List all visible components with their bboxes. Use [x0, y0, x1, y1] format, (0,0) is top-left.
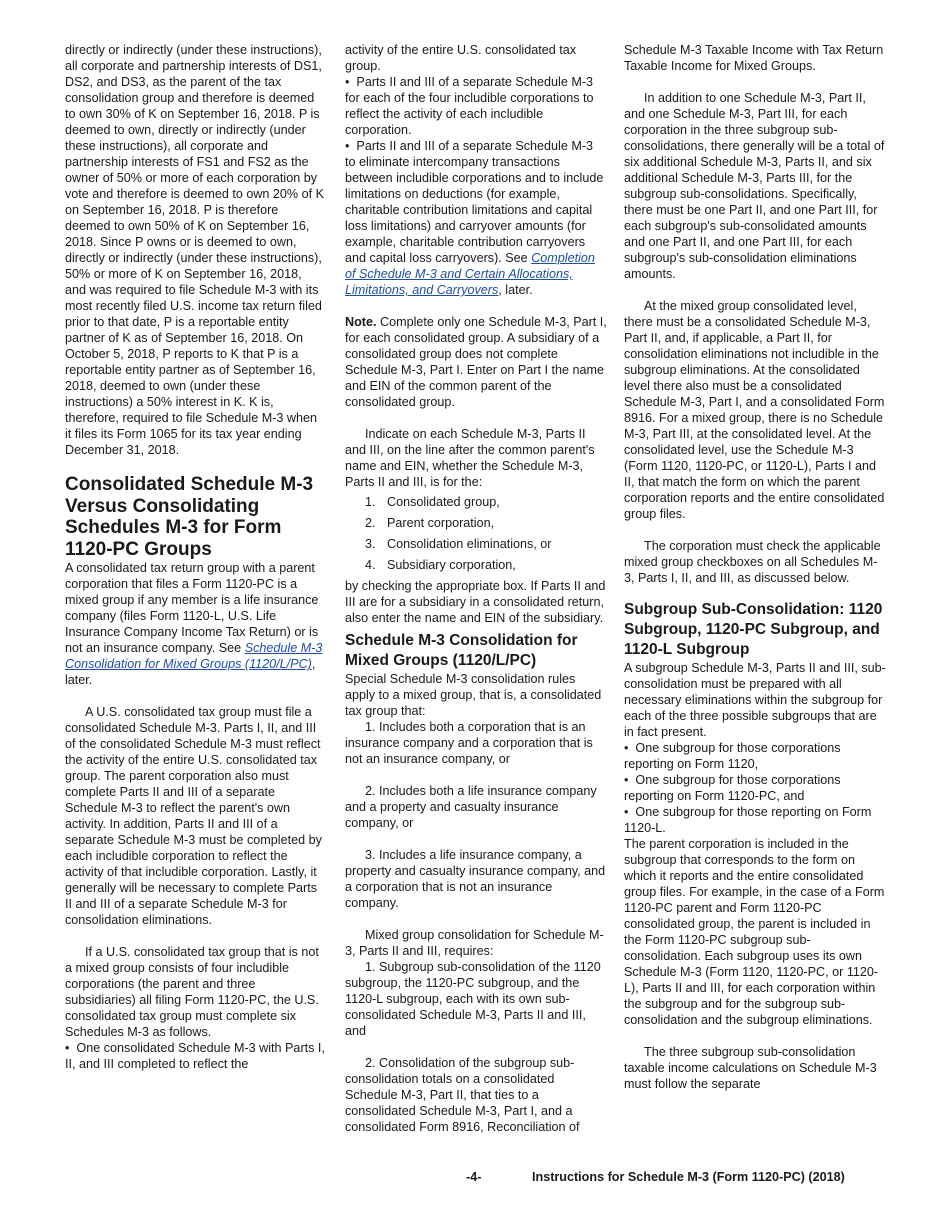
paragraph — [65, 560, 325, 688]
numbered-paragraph: 1. Includes both a corporation that is an insurance company and a corporation that is not an insurance company, or — [345, 720, 593, 766]
list-text: Consolidated group, — [387, 495, 500, 509]
bullet-item: • One subgroup for those corporations reporting on Form 1120-PC, and — [624, 772, 886, 804]
text: , later. — [65, 657, 316, 688]
paragraph: The corporation must check the applicable mixed group checkboxes on all Schedules M-3, Parts I, II, and III, as discussed below. — [624, 539, 881, 585]
list-item — [365, 536, 607, 552]
paragraph: The three subgroup sub-consolidation taxable income calculations on Schedule M-3 must follow the separate — [624, 1045, 877, 1091]
section-heading: Subgroup Sub-Consolidation: 1120 Subgroup, 1120-PC Subgroup, and 1120-L Subgroup — [624, 601, 883, 658]
paragraph: A U.S. consolidated tax group must file a consolidated Schedule M-3. Parts I, II, and III of the consolidated Schedule M-3 must reflect the activity of the entire U.S. consolidated tax group. The parent corporation also must complete Parts II and III of a separate Schedule M-3 to reflect the parent's own activity. In addition, Parts II and III of a separate Schedule M-3 must be completed by each includible corporation to reflect the activity of that includible corporation. Lastly, it generally will be necessary to complete Parts II and III of a separate Schedule M-3 for consolidation eliminations. — [65, 705, 322, 928]
text: , later. — [498, 283, 533, 297]
list-number: 2. — [365, 516, 376, 530]
text: A consolidated tax return group with a parent corporation that files a Form 1120-PC is a mixed group if any member is a life insurance company (files Form 1120-L, U.S. Life Insurance Company Income Tax Return) or is not an insurance company. See — [65, 561, 319, 656]
list-number: 1. — [365, 495, 376, 509]
numbered-paragraph: 2. Consolidation of the subgroup sub-consolidation totals on a consolidated Schedule M-3, Part II, that ties to a consolidated Schedule M-3, Part I, and a consolidated Form 8916, Reconciliation of — [345, 1056, 580, 1134]
page-number: -4- — [466, 1170, 482, 1184]
list-text: Parent corporation, — [387, 516, 495, 530]
column-1 — [65, 42, 325, 1072]
paragraph: At the mixed group consolidated level, there must be a consolidated Schedule M-3, Part II, and, if applicable, a Part II, for consolidation eliminations not includible in the subgroup eliminations. At the consolidated level there also must be a consolidated Schedule M-3, Part I, and a consolidated Form 8916. For a mixed group, there is no Schedule M-3, Part III, at the consolidated level. At the consolidated level, use the Schedule M-3 (Form 1120, 1120-PC, or 1120-L), Parts I and II, that match the form on which the parent corporation reports and the entire consolidated group files. — [624, 299, 885, 521]
text: Parts II and III of a separate Schedule M-3 to eliminate intercompany transactions between includible corporations and to include limitations on deductions (for example, charitable contribution limitations and capital loss limitations) and carryover amounts (for example, charitable contribution carryovers and capital loss carryovers). See — [345, 139, 604, 265]
section-heading: Schedule M-3 Consolidation for Mixed Groups (1120/L/PC) — [345, 632, 578, 669]
section-heading: Consolidated Schedule M-3 Versus Consolidating Schedules M-3 for Form 1120-PC Groups — [65, 474, 314, 560]
numbered-paragraph: 2. Includes both a life insurance company and a property and casualty insurance company, or — [345, 784, 597, 830]
paragraph: directly or indirectly (under these instructions), all corporate and partnership interests of DS1, DS2, and DS3, as the parent of the tax consolidation group and therefore is deemed to own 30% of K on September 16, 2018. P is deemed to own, directly or indirectly (under these instructions), all corporate and partnership interests of FS1 and FS2 as the owner of 50% or more of each corporation by vote and therefore is deemed to own 20% of K on September 16, 2018. P is therefore deemed to own 50% of K on September 16, 2018. Since P owns or is deemed to own, directly or indirectly (under these instructions), 50% or more of K on September 16, 2018, and was required to file Schedule M-3 with its most recently filed U.S. income tax return filed prior to that date, P is a reportable entity partner of K as of September 16, 2018. On October 5, 2018, P reports to K that P is a reportable entity partner as of September 16, 2018, deemed to own (under these instructions) a 50% interest in K. K is, therefore, required to file Schedule M-3 when it files its Form 1065 for its tax year ending December 31, 2018. — [65, 43, 325, 457]
column-3 — [624, 42, 886, 1092]
numbered-paragraph: 1. Subgroup sub-consolidation of the 1120 subgroup, the 1120-PC subgroup, and the 1120-L subgroup, each with its own sub-consolidated Schedule M-3, Parts II and III, and — [345, 960, 601, 1038]
cross-reference-link[interactable]: Schedule M-3 Consolidation for Mixed Groups (1120/L/PC) — [65, 641, 323, 672]
paragraph: Schedule M-3 Taxable Income with Tax Return Taxable Income for Mixed Groups. — [624, 43, 884, 73]
note-paragraph — [345, 314, 607, 410]
numbered-paragraph: 3. Includes a life insurance company, a property and casualty insurance company, and a corporation that is not an insurance company. — [345, 848, 606, 910]
bullet-item — [345, 138, 607, 298]
cross-reference-link[interactable]: Completion of Schedule M-3 and Certain Allocations, Limitations, and Carryovers — [345, 251, 595, 297]
bullet-item: • One subgroup for those reporting on Form 1120-L. — [624, 804, 886, 836]
numbered-list — [345, 494, 607, 573]
list-item — [365, 557, 607, 573]
paragraph: In addition to one Schedule M-3, Part II, and one Schedule M-3, Part III, for each corporation in the three subgroup sub-consolidations, there generally will be a total of six additional Schedule M-3, Parts II, and six additional Schedule M-3, Parts III, for the subgroup sub-consolidations. Specifically, there must be one Part II, and one Part III, for each subgroup's sub-consolidated amounts and one Part II, and one Part III, for each subgroup's sub-consolidation eliminations amounts. — [624, 91, 885, 281]
text: Complete only one Schedule M-3, Part I, for each consolidated group. A subsidiary of a consolidated group does not complete Schedule M-3, Part I. Enter on Part I the name and EIN of the common parent of the consolidated group. — [345, 315, 607, 409]
note-label: Note. — [345, 315, 377, 329]
list-item — [365, 515, 607, 531]
paragraph: activity of the entire U.S. consolidated tax group. — [345, 43, 577, 73]
list-text: Consolidation eliminations, or — [387, 537, 552, 551]
list-text: Subsidiary corporation, — [387, 558, 516, 572]
paragraph: A subgroup Schedule M-3, Parts II and III, sub-consolidation must be prepared with all necessary eliminations within the subgroup for each of the three possible subgroups that are in fact present. — [624, 661, 886, 739]
paragraph: If a U.S. consolidated tax group that is not a mixed group consists of four includible corporations (the parent and three subsidiaries) all filing Form 1120-PC, the U.S. consolidated tax group must complete six Schedules M-3 as follows. — [65, 945, 319, 1040]
list-item — [365, 494, 607, 510]
column-2 — [345, 42, 607, 1135]
bullet-item: • Parts II and III of a separate Schedule M-3 for each of the four includible corporations to reflect the activity of each includible corporation. — [345, 74, 607, 138]
paragraph: Mixed group consolidation for Schedule M-3, Parts II and III, requires: — [345, 928, 604, 958]
list-number: 3. — [365, 537, 376, 551]
bullet-item: • One consolidated Schedule M-3 with Parts I, II, and III completed to reflect the — [65, 1040, 325, 1072]
list-number: 4. — [365, 558, 376, 572]
paragraph: Indicate on each Schedule M-3, Parts II and III, on the line after the common parent's name and EIN, whether the Schedule M-3, Parts II and III, is for the: — [345, 427, 595, 489]
document-title: Instructions for Schedule M-3 (Form 1120-PC) (2018) — [532, 1170, 845, 1184]
paragraph: The parent corporation is included in the subgroup that corresponds to the form on which it reports and the entire consolidated group files. For example, in the case of a Form 1120-PC parent and Form 1120-PC consolidated group, the parent is included in the Form 1120-PC subgroup sub-consolidation. Each subgroup uses its own Schedule M-3 (Form 1120, 1120-PC, or 1120-L), Parts II and III, for each corporation within the subgroup and for the subgroup sub-consolidation and the subgroup eliminations. — [624, 837, 885, 1027]
paragraph: by checking the appropriate box. If Parts II and III are for a subsidiary in a consolidated return, also enter the name and EIN of the subsidiary. — [345, 579, 606, 625]
bullet-item: • One subgroup for those corporations reporting on Form 1120, — [624, 740, 886, 772]
paragraph: Special Schedule M-3 consolidation rules apply to a mixed group, that is, a consolidated tax group that: — [345, 672, 602, 718]
